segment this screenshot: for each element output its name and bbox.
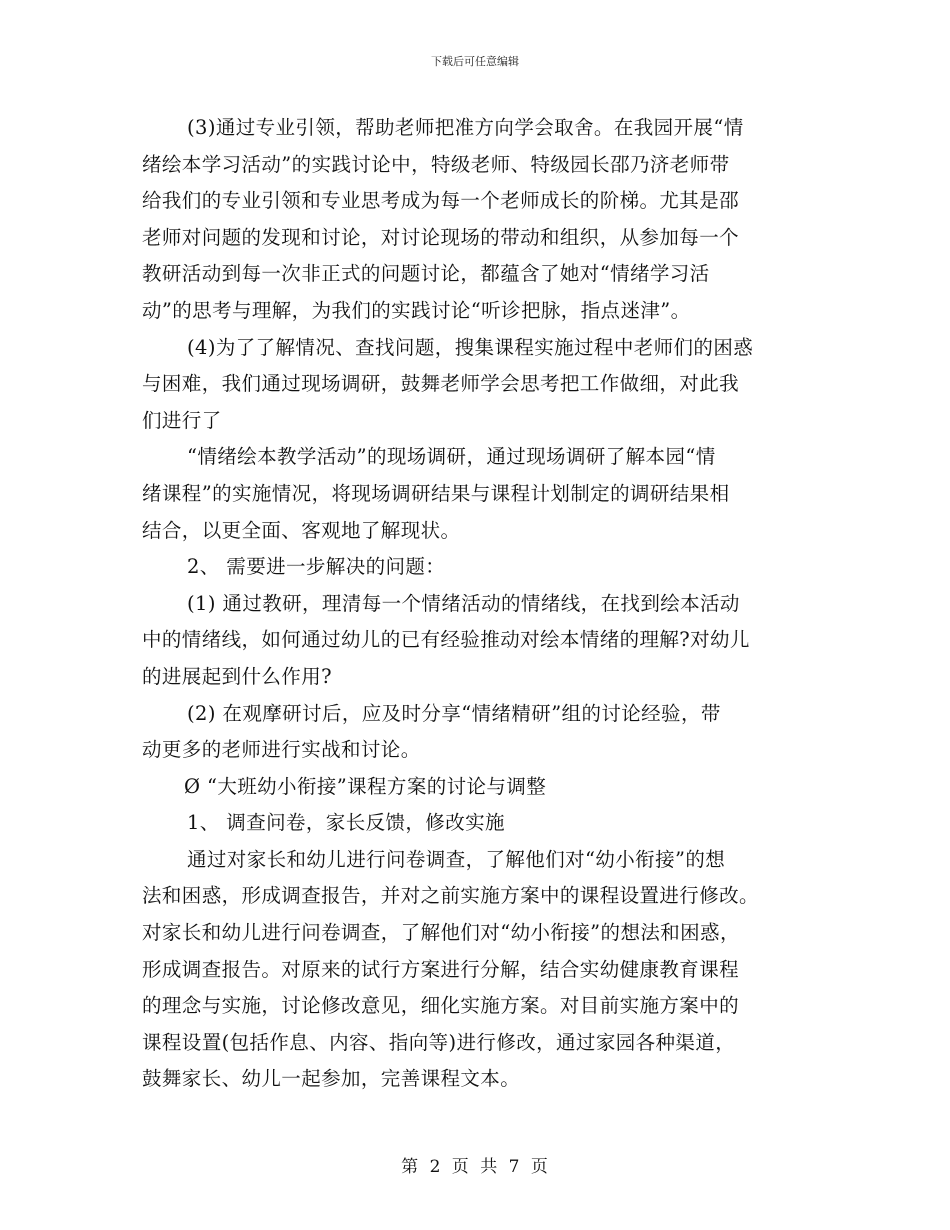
section-heading: 1、 调查问卷，家长反馈，修改实施	[187, 811, 505, 835]
body-line: 对家长和幼儿进行问卷调查，了解他们对“幼小衔接”的想法和困惑，	[142, 921, 740, 945]
body-line: 鼓舞家长、幼儿一起参加，完善课程文本。	[142, 1067, 521, 1091]
body-line: 教研活动到每一次非正式的问题讨论，都蕴含了她对“情绪学习活	[142, 262, 710, 286]
body-line: 形成调查报告。对原来的试行方案进行分解，结合实幼健康教育课程	[142, 957, 740, 981]
body-line: 动更多的老师进行实战和讨论。	[142, 738, 421, 762]
body-line: 与困难，我们通过现场调研，鼓舞老师学会思考把工作做细，对此我	[142, 372, 740, 396]
document-body	[142, 110, 808, 1098]
body-line: (3)通过专业引领，帮助老师把准方向学会取舍。在我园开展“情	[187, 116, 744, 139]
body-line: 给我们的专业引领和专业思考成为每一个老师成长的阶梯。尤其是邵	[142, 189, 740, 213]
body-line: 结合，以更全面、客观地了解现状。	[142, 518, 461, 542]
body-line: 绪绘本学习活动”的实践讨论中，特级老师、特级园长邵乃济老师带	[142, 152, 730, 176]
body-line: 动”的思考与理解，为我们的实践讨论“听诊把脉，指点迷津”。	[142, 298, 691, 322]
section-heading: 2、 需要进一步解决的问题：	[187, 555, 446, 579]
body-line: 的理念与实施，讨论修改意见，细化实施方案。对目前实施方案中的	[142, 994, 740, 1018]
body-line: 老师对问题的发现和讨论，对讨论现场的带动和组织，从参加每一个	[142, 225, 740, 249]
body-line: (4)为了了解情况、查找问题，搜集课程实施过程中老师们的困惑	[187, 335, 754, 359]
body-line: 通过对家长和幼儿进行问卷调查，了解他们对“幼小衔接”的想	[187, 847, 726, 871]
bullet-heading: Ø “大班幼小衔接”课程方案的讨论与调整	[184, 774, 547, 798]
body-line: 法和困惑，形成调查报告，并对之前实施方案中的课程设置进行修改。	[142, 884, 759, 908]
body-line: 绪课程”的实施情况，将现场调研结果与课程计划制定的调研结果相	[142, 481, 730, 505]
body-line: 课程设置(包括作息、内容、指向等)进行修改，通过家园各种渠道，	[142, 1030, 736, 1054]
body-line: 们进行了	[142, 408, 222, 432]
page-number: 第 2 页 共 7 页	[401, 1157, 549, 1177]
page-header-note: 下载后可任意编辑	[431, 55, 519, 68]
body-line: (1) 通过教研，理清每一个情绪活动的情绪线，在找到绘本活动	[187, 591, 740, 615]
body-line: (2) 在观摩研讨后，应及时分享“情绪精研”组的讨论经验，带	[187, 701, 721, 725]
body-line: 中的情绪线，如何通过幼儿的已有经验推动对绘本情绪的理解?对幼儿	[142, 628, 750, 652]
body-line: “情绪绘本教学活动”的现场调研，通过现场调研了解本园“情	[187, 445, 716, 469]
body-line: 的进展起到什么作用?	[142, 664, 332, 688]
